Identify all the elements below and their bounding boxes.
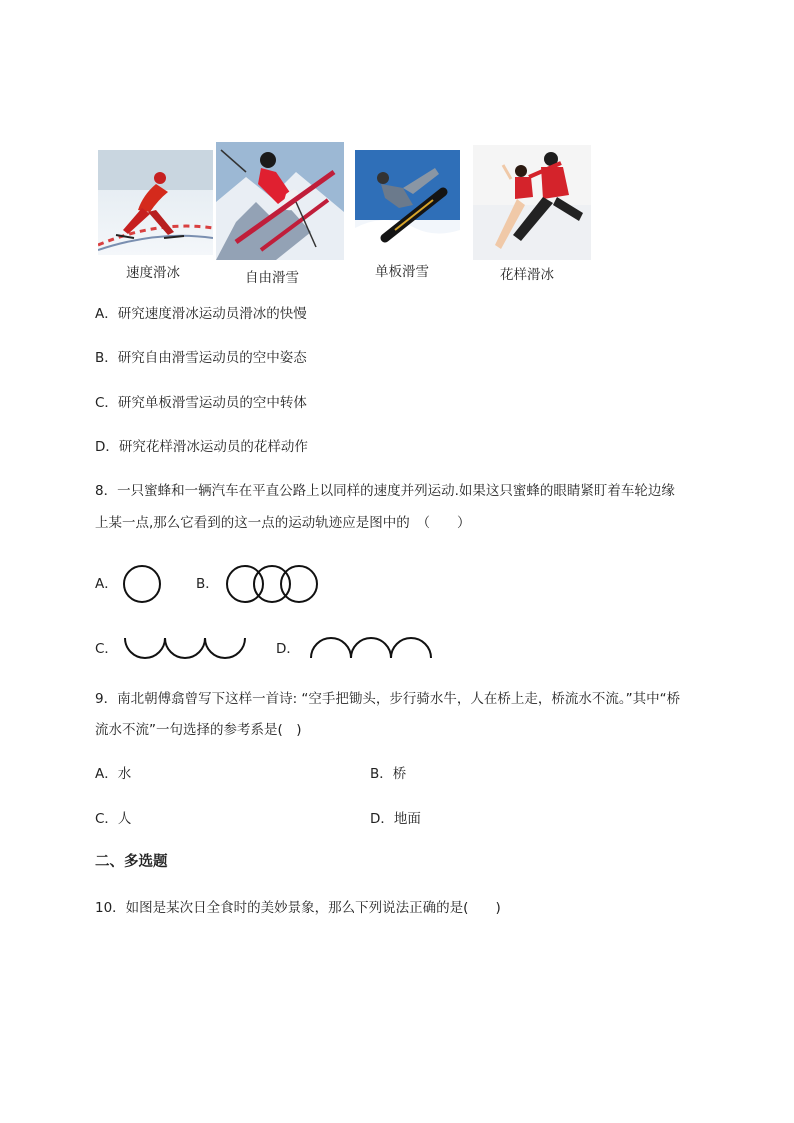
q8-label-b: B． (196, 576, 219, 592)
q9-option-c: C．人 (95, 811, 132, 827)
q8-text-line2: 上某一点,那么它看到的这一点的运动轨迹应是图中的 （ ） (95, 515, 471, 531)
q9-option-a: A．水 (95, 766, 132, 782)
speed-skater-photo-icon (98, 150, 213, 255)
q8-label-d: D． (276, 641, 300, 657)
snowboarder-photo-icon (355, 150, 460, 245)
section-heading-multiple-choice: 二、多选题 (95, 854, 168, 870)
q7-option-b: B．研究自由滑雪运动员的空中姿态 (95, 350, 307, 366)
circle-trajectory-icon (120, 562, 164, 606)
q7-option-d: D．研究花样滑冰运动员的花样动作 (95, 439, 308, 455)
q8-label-a: A． (95, 576, 118, 592)
caption-speed-skating: 速度滑冰 (126, 265, 180, 281)
overlapping-circles-trajectory-icon (224, 562, 320, 606)
figure-skating-photo (473, 145, 591, 260)
q9-text-line1: 9．南北朝傅翕曾写下这样一首诗: “空手把锄头，步行骑水牛，人在桥上走，桥流水不流。”其中“桥 (95, 691, 681, 707)
q9-option-b: B．桥 (370, 766, 407, 782)
caption-freestyle-skiing: 自由滑雪 (245, 270, 299, 286)
figure-skating-pair-photo-icon (473, 145, 591, 260)
q10-text: 10．如图是某次日全食时的美妙景象，那么下列说法正确的是( ) (95, 900, 501, 916)
q9-option-d: D．地面 (370, 811, 421, 827)
q8-text-line1: 8．一只蜜蜂和一辆汽车在平直公路上以同样的速度并列运动.如果这只蜜蜂的眼睛紧盯着车轮边缘 (95, 483, 675, 499)
cycloid-arcs-trajectory-icon (308, 628, 434, 662)
freestyle-skiing-photo (216, 142, 344, 260)
q7-option-c: C．研究单板滑雪运动员的空中转体 (95, 395, 307, 411)
caption-figure-skating: 花样滑冰 (500, 267, 554, 283)
q7-option-a: A．研究速度滑冰运动员滑冰的快慢 (95, 306, 307, 322)
caption-snowboarding: 单板滑雪 (375, 264, 429, 280)
q8-label-c: C． (95, 641, 118, 657)
downward-arcs-trajectory-icon (122, 632, 248, 666)
freestyle-skier-photo-icon (216, 142, 344, 260)
snowboarding-photo (355, 150, 460, 245)
q9-text-line2: 流水不流”一句选择的参考系是( ) (95, 722, 302, 738)
speed-skating-photo (98, 150, 213, 255)
